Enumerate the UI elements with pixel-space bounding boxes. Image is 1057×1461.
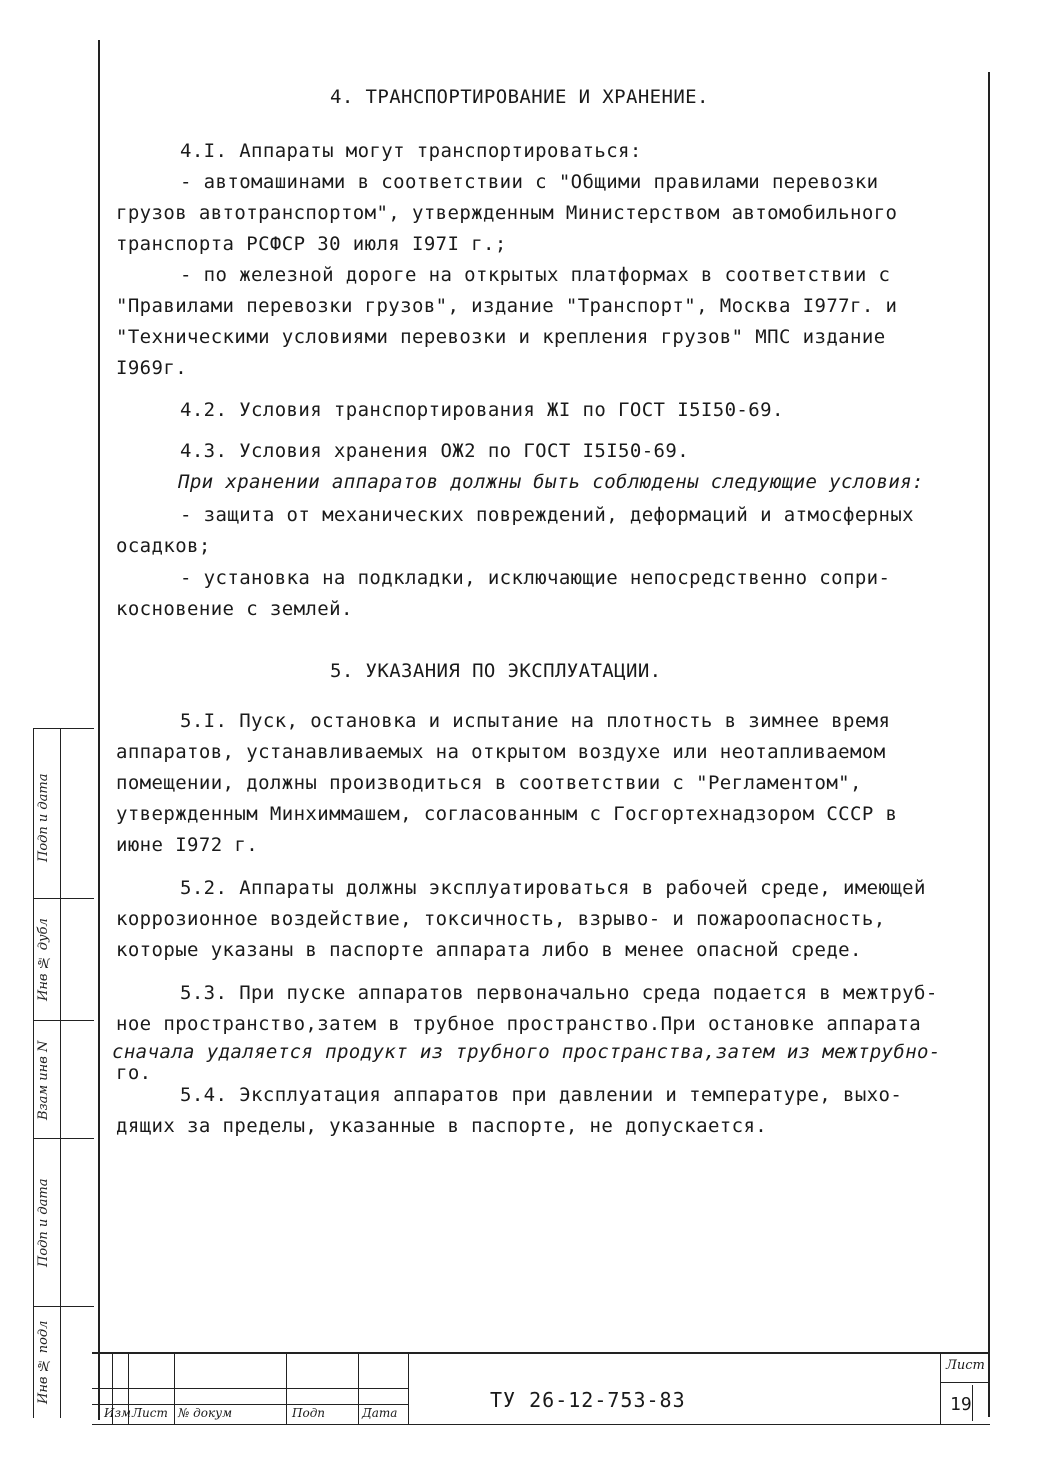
- title-block-row-line: [940, 1382, 990, 1383]
- paragraph-4-1-line-4: транспорта РСФСР 30 июля I97I г.;: [116, 233, 507, 255]
- paragraph-5-2-line-2: коррозионное воздействие, токсичность, взрыво- и пожароопасность,: [116, 908, 886, 930]
- paragraph-4-1-line-6: "Правилами перевозки грузов", издание "Транспорт", Москва I977г. и: [116, 295, 898, 317]
- title-block: [92, 1352, 990, 1425]
- stamp-label-inv-dubl: Инв № дубл: [36, 918, 51, 1002]
- paragraph-4-3-line-4: осадков;: [116, 535, 211, 557]
- stamp-label-podp-data-2: Подп и дата: [36, 1178, 51, 1268]
- paragraph-5-3-line-2: ное пространство,затем в трубное пространство.При остановке аппарата: [116, 1013, 922, 1035]
- section-5-heading: 5. УКАЗАНИЯ ПО ЭКСПЛУАТАЦИИ.: [330, 660, 662, 682]
- stamp-label-podp-data: Подп и дата: [36, 773, 51, 863]
- stamp-row-line: [34, 1020, 94, 1021]
- title-block-col-list: Лист: [132, 1406, 168, 1420]
- title-block-row-line: [92, 1404, 408, 1405]
- paragraph-4-3-line-3: - защита от механических повреждений, деформаций и атмосферных: [180, 504, 915, 526]
- sheet-number: 19: [950, 1394, 972, 1415]
- paragraph-5-2-line-3: которые указаны в паспорте аппарата либо в менее опасной среде.: [116, 939, 862, 961]
- paragraph-5-1-line-2: аппаратов, устанавливаемых на открытом воздухе или неотапливаемом: [116, 741, 886, 763]
- paragraph-5-1-line-1: 5.I. Пуск, остановка и испытание на плотность в зимнее время: [180, 710, 891, 732]
- paragraph-5-3-line-4: го.: [116, 1062, 152, 1084]
- title-block-col-data: Дата: [362, 1406, 398, 1420]
- paragraph-4-2: 4.2. Условия транспортирования ЖI по ГОСТ I5I50-69.: [180, 399, 784, 421]
- paragraph-4-3-line-5: - установка на подкладки, исключающие непосредственно сопри-: [180, 567, 891, 589]
- title-block-col-line: [174, 1354, 175, 1424]
- sheet-label: Лист: [946, 1358, 985, 1373]
- paragraph-4-1-line-8: I969г.: [116, 357, 188, 379]
- paragraph-4-3-line-1: 4.3. Условия хранения ОЖ2 по ГОСТ I5I50-69.: [180, 440, 690, 462]
- stamp-divider: [60, 728, 61, 1418]
- paragraph-4-1-line-5: - по железной дороге на открытых платформах в соответствии с: [180, 264, 891, 286]
- stamp-row-line: [34, 898, 94, 899]
- page-frame-right-line: [988, 72, 990, 1417]
- title-block-col-line: [408, 1354, 409, 1424]
- stamp-label-vzam-inv: Взам инв N: [36, 1040, 51, 1120]
- stamp-row-line: [34, 728, 94, 729]
- paragraph-5-4-line-2: дящих за пределы, указанные в паспорте, не допускается.: [116, 1115, 768, 1137]
- title-block-col-line: [358, 1354, 359, 1424]
- stamp-label-inv-podl: Инв № подл: [36, 1320, 51, 1404]
- paragraph-5-3-line-3: сначала удаляется продукт из трубного пространства,затем из межтрубно-: [112, 1041, 941, 1063]
- paragraph-5-3-line-1: 5.3. При пуске аппаратов первоначально среда подается в межтруб-: [180, 982, 938, 1004]
- page-frame-left-line: [98, 40, 100, 1420]
- paragraph-4-1-line-7: "Техническими условиями перевозки и крепления грузов" МПС издание: [116, 326, 886, 348]
- section-4-heading: 4. ТРАНСПОРТИРОВАНИЕ И ХРАНЕНИЕ.: [330, 86, 709, 108]
- paragraph-4-1-line-1: 4.I. Аппараты могут транспортироваться:: [180, 140, 642, 162]
- title-block-col-podp: Подп: [292, 1406, 326, 1420]
- paragraph-5-4-line-1: 5.4. Эксплуатация аппаратов при давлении и температуре, выхо-: [180, 1084, 903, 1106]
- paragraph-5-2-line-1: 5.2. Аппараты должны эксплуатироваться в рабочей среде, имеющей: [180, 877, 926, 899]
- stamp-row-line: [34, 1306, 94, 1307]
- paragraph-5-1-line-4: утвержденным Минхиммашем, согласованным с Госгортехнадзором СССР в: [116, 803, 898, 825]
- title-block-col-line: [940, 1354, 941, 1424]
- document-code: ТУ 26-12-753-83: [490, 1388, 686, 1412]
- paragraph-5-1-line-5: июне I972 г.: [116, 834, 259, 856]
- paragraph-4-3-line-6: косновение с землей.: [116, 598, 353, 620]
- paragraph-4-1-line-3: грузов автотранспортом", утвержденным Министерством автомобильного: [116, 202, 898, 224]
- margin-stamp: [33, 728, 94, 1418]
- title-block-col-line: [286, 1354, 287, 1424]
- paragraph-4-3-italic: При хранении аппаратов должны быть соблюдены следующие условия:: [178, 471, 924, 493]
- title-block-col-izm: Изм: [104, 1406, 131, 1420]
- title-block-row-line: [92, 1388, 408, 1389]
- paragraph-4-1-line-2: - автомашинами в соответствии с "Общими правилами перевозки: [180, 171, 879, 193]
- title-block-col-doc: № докум: [178, 1406, 233, 1420]
- paragraph-5-1-line-3: помещении, должны производиться в соответствии с "Регламентом",: [116, 772, 862, 794]
- stamp-row-line: [34, 1138, 94, 1139]
- page-frame-tail: [972, 1385, 973, 1421]
